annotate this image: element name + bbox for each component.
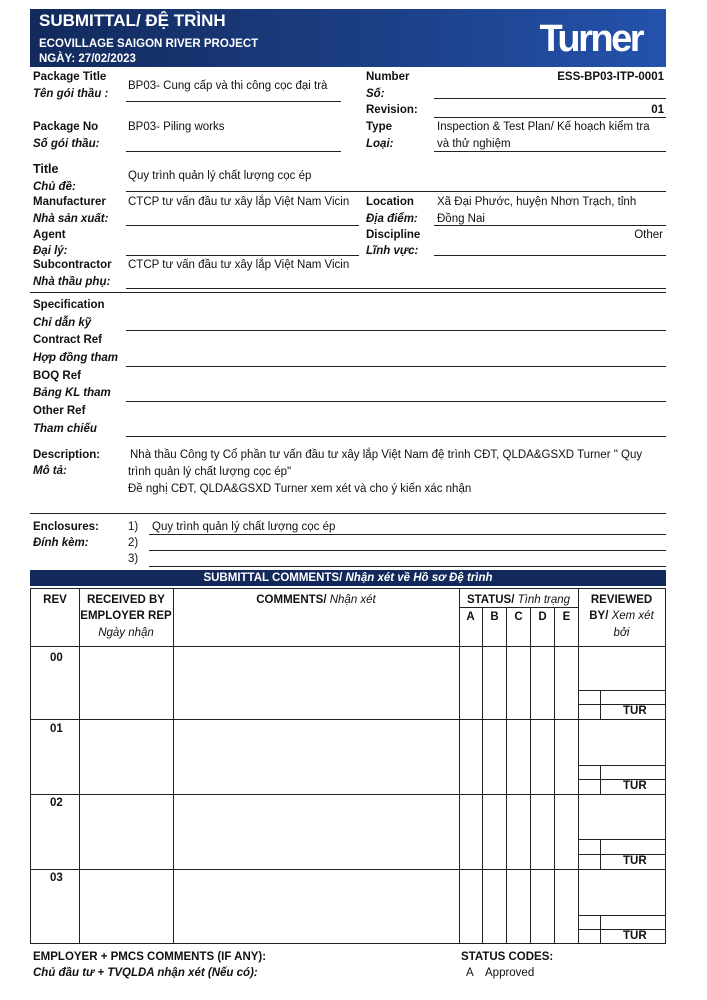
rev-cell: 00 bbox=[50, 652, 63, 664]
enclosure-number: 3) bbox=[128, 553, 139, 565]
header-bottom-line bbox=[31, 646, 665, 647]
location-label: Location bbox=[366, 196, 414, 208]
enclosure-line bbox=[149, 566, 666, 567]
other-ref-label-vi: Tham chiếu bbox=[33, 423, 97, 435]
reviewer-line bbox=[578, 779, 665, 780]
agent-label-vi: Đại lý: bbox=[33, 245, 68, 257]
subcontractor-label-vi: Nhà thầu phụ: bbox=[33, 276, 111, 288]
employer-comments-label-vi: Chủ đầu tư + TVQLDA nhận xét (Nếu có): bbox=[33, 967, 258, 979]
description-label-vi: Mô tả: bbox=[33, 465, 67, 477]
location-value-line1: Xã Đại Phước, huyện Nhơn Trạch, tỉnh bbox=[437, 196, 637, 208]
number-label: Number bbox=[366, 71, 410, 83]
boq-ref-field bbox=[126, 401, 666, 402]
col-rev-header: REV bbox=[43, 594, 67, 606]
reviewer-cell: TUR bbox=[623, 780, 647, 792]
row-divider bbox=[31, 794, 665, 795]
underline bbox=[434, 151, 666, 152]
agent-label: Agent bbox=[33, 229, 66, 241]
number-value: ESS-BP03-ITP-0001 bbox=[557, 71, 664, 83]
reviewer-line bbox=[578, 765, 665, 766]
reviewer-line bbox=[578, 839, 665, 840]
enclosures-label-vi: Đính kèm: bbox=[33, 537, 89, 549]
column-divider bbox=[554, 608, 555, 943]
subcontractor-value: CTCP tư vấn đầu tư xây lắp Việt Nam Vicin bbox=[128, 259, 350, 271]
description-line1: Nhà thầu Công ty Cổ phần tư vấn đầu tư xây lắp Việt Nam đệ trình CĐT, QLDA&GSXD Turner " Quy bbox=[130, 449, 643, 461]
reviewer-divider bbox=[600, 765, 601, 794]
enclosure-line bbox=[149, 550, 666, 551]
specification-field bbox=[126, 330, 666, 331]
reviewer-cell: TUR bbox=[623, 930, 647, 942]
col-received-header-2: EMPLOYER REP bbox=[80, 610, 172, 622]
underline bbox=[126, 255, 359, 256]
rev-cell: 03 bbox=[50, 872, 63, 884]
revision-label: Revision: bbox=[366, 104, 418, 116]
description-line2: trình quản lý chất lượng cọc ép" bbox=[128, 466, 292, 478]
header-banner bbox=[30, 9, 666, 67]
description-line3: Đề nghị CĐT, QLDA&GSXD Turner xem xét và cho ý kiến xác nhận bbox=[128, 483, 472, 495]
submittal-comments-bar bbox=[30, 570, 666, 586]
package-title-label: Package Title bbox=[33, 71, 107, 83]
col-comments-header-vi: Nhận xét bbox=[329, 594, 376, 606]
document-title: SUBMITTAL/ ĐỆ TRÌNH bbox=[39, 11, 226, 30]
boq-ref-label: BOQ Ref bbox=[33, 370, 81, 382]
contract-ref-label: Contract Ref bbox=[33, 334, 103, 346]
location-label-vi: Địa điểm: bbox=[366, 213, 418, 225]
type-value-line1: Inspection & Test Plan/ Kế hoạch kiểm tra bbox=[437, 121, 650, 133]
status-col-a: A bbox=[466, 611, 475, 623]
underline bbox=[126, 101, 341, 102]
rev-cell: 01 bbox=[50, 723, 63, 735]
package-no-value: BP03- Piling works bbox=[128, 121, 225, 133]
reviewer-line bbox=[578, 929, 665, 930]
column-divider bbox=[79, 589, 80, 943]
comments-table bbox=[30, 588, 666, 944]
status-codes-label: STATUS CODES: bbox=[461, 951, 554, 963]
reviewer-line bbox=[578, 915, 665, 916]
title-label-vi: Chủ đề: bbox=[33, 181, 76, 193]
status-col-c: C bbox=[514, 611, 523, 623]
location-value-line2: Đồng Nai bbox=[437, 213, 485, 225]
package-no-label: Package No bbox=[33, 121, 99, 133]
reviewer-cell: TUR bbox=[623, 705, 647, 717]
column-divider bbox=[459, 589, 460, 943]
reviewer-divider bbox=[600, 690, 601, 719]
bar-title-vi: Nhận xét về Hồ sơ Đệ trình bbox=[345, 572, 493, 584]
underline bbox=[434, 255, 666, 256]
discipline-label-vi: Lĩnh vực: bbox=[366, 245, 419, 257]
column-divider bbox=[482, 608, 483, 943]
reviewer-divider bbox=[600, 839, 601, 869]
title-label: Title bbox=[33, 162, 59, 176]
discipline-value: Other bbox=[634, 229, 663, 241]
column-divider bbox=[506, 608, 507, 943]
underline bbox=[126, 191, 666, 192]
other-ref-label: Other Ref bbox=[33, 405, 86, 417]
column-divider bbox=[578, 589, 579, 943]
contract-ref-label-vi: Hợp đồng tham bbox=[33, 352, 119, 364]
status-col-e: E bbox=[562, 611, 571, 623]
specification-label: Specification bbox=[33, 299, 105, 311]
reviewer-line bbox=[578, 854, 665, 855]
reviewer-cell: TUR bbox=[623, 855, 647, 867]
specification-label-vi: Chỉ dẫn kỹ bbox=[33, 317, 92, 329]
section-divider bbox=[30, 513, 666, 514]
project-name: ECOVILLAGE SAIGON RIVER PROJECT bbox=[39, 38, 259, 50]
contract-ref-field bbox=[126, 366, 666, 367]
underline bbox=[126, 288, 666, 289]
column-divider bbox=[530, 608, 531, 943]
underline bbox=[434, 98, 666, 99]
manufacturer-label: Manufacturer bbox=[33, 196, 106, 208]
description-label: Description: bbox=[33, 449, 101, 461]
reviewer-divider bbox=[600, 915, 601, 943]
rev-cell: 02 bbox=[50, 797, 63, 809]
col-reviewed-header-vi: bởi bbox=[613, 627, 630, 639]
col-received-header-1: RECEIVED BY bbox=[87, 594, 165, 606]
col-reviewed-header-1: REVIEWED bbox=[590, 594, 653, 606]
enclosure-number: 2) bbox=[128, 537, 139, 549]
boq-ref-label-vi: Bảng KL tham bbox=[33, 387, 111, 399]
col-status-header-vi: Tình trạng bbox=[517, 594, 571, 606]
manufacturer-label-vi: Nhà sản xuất: bbox=[33, 213, 109, 225]
package-no-label-vi: Số gói thầu: bbox=[33, 138, 100, 150]
employer-comments-label: EMPLOYER + PMCS COMMENTS (IF ANY): bbox=[33, 951, 267, 963]
discipline-label: Discipline bbox=[366, 229, 421, 241]
enclosure-number: 1) bbox=[128, 521, 139, 533]
reviewer-line bbox=[578, 704, 665, 705]
reviewer-line bbox=[578, 690, 665, 691]
row-divider bbox=[31, 719, 665, 720]
status-code-a-text: Approved bbox=[485, 967, 535, 979]
underline bbox=[434, 225, 666, 226]
type-label-vi: Loại: bbox=[366, 138, 394, 150]
col-reviewed-header-2: BY/ bbox=[589, 610, 609, 622]
section-divider bbox=[30, 292, 666, 293]
revision-value: 01 bbox=[651, 104, 664, 116]
underline bbox=[126, 225, 359, 226]
enclosures-label: Enclosures: bbox=[33, 521, 99, 533]
col-comments-header: COMMENTS/ bbox=[256, 594, 327, 606]
subcontractor-label: Subcontractor bbox=[33, 259, 112, 271]
other-ref-field bbox=[126, 436, 666, 437]
document-date: NGÀY: 27/02/2023 bbox=[39, 53, 136, 65]
package-title-value: BP03- Cung cấp và thi công cọc đại trà bbox=[128, 80, 328, 92]
underline bbox=[126, 151, 341, 152]
column-divider bbox=[173, 589, 174, 943]
status-col-b: B bbox=[490, 611, 499, 623]
row-divider bbox=[31, 869, 665, 870]
status-col-d: D bbox=[538, 611, 547, 623]
number-label-vi: Số: bbox=[366, 88, 385, 100]
manufacturer-value: CTCP tư vấn đầu tư xây lắp Việt Nam Vicin bbox=[128, 196, 350, 208]
bar-title: SUBMITTAL COMMENTS/ bbox=[203, 572, 343, 584]
status-code-a: A bbox=[466, 967, 474, 979]
title-value: Quy trình quản lý chất lượng cọc ép bbox=[128, 170, 312, 182]
turner-logo: Turner bbox=[539, 18, 642, 60]
enclosure-line bbox=[149, 534, 666, 535]
col-received-header-vi: Ngày nhận bbox=[98, 627, 154, 639]
enclosure-text: Quy trình quản lý chất lượng cọc ép bbox=[152, 521, 336, 533]
col-status-header: STATUS/ bbox=[466, 594, 515, 606]
type-label: Type bbox=[366, 121, 392, 133]
underline bbox=[434, 117, 666, 118]
col-reviewed-header-2-vi: Xem xét bbox=[611, 610, 654, 622]
type-value-line2: và thử nghiệm bbox=[437, 138, 511, 150]
package-title-label-vi: Tên gói thầu : bbox=[33, 88, 109, 100]
